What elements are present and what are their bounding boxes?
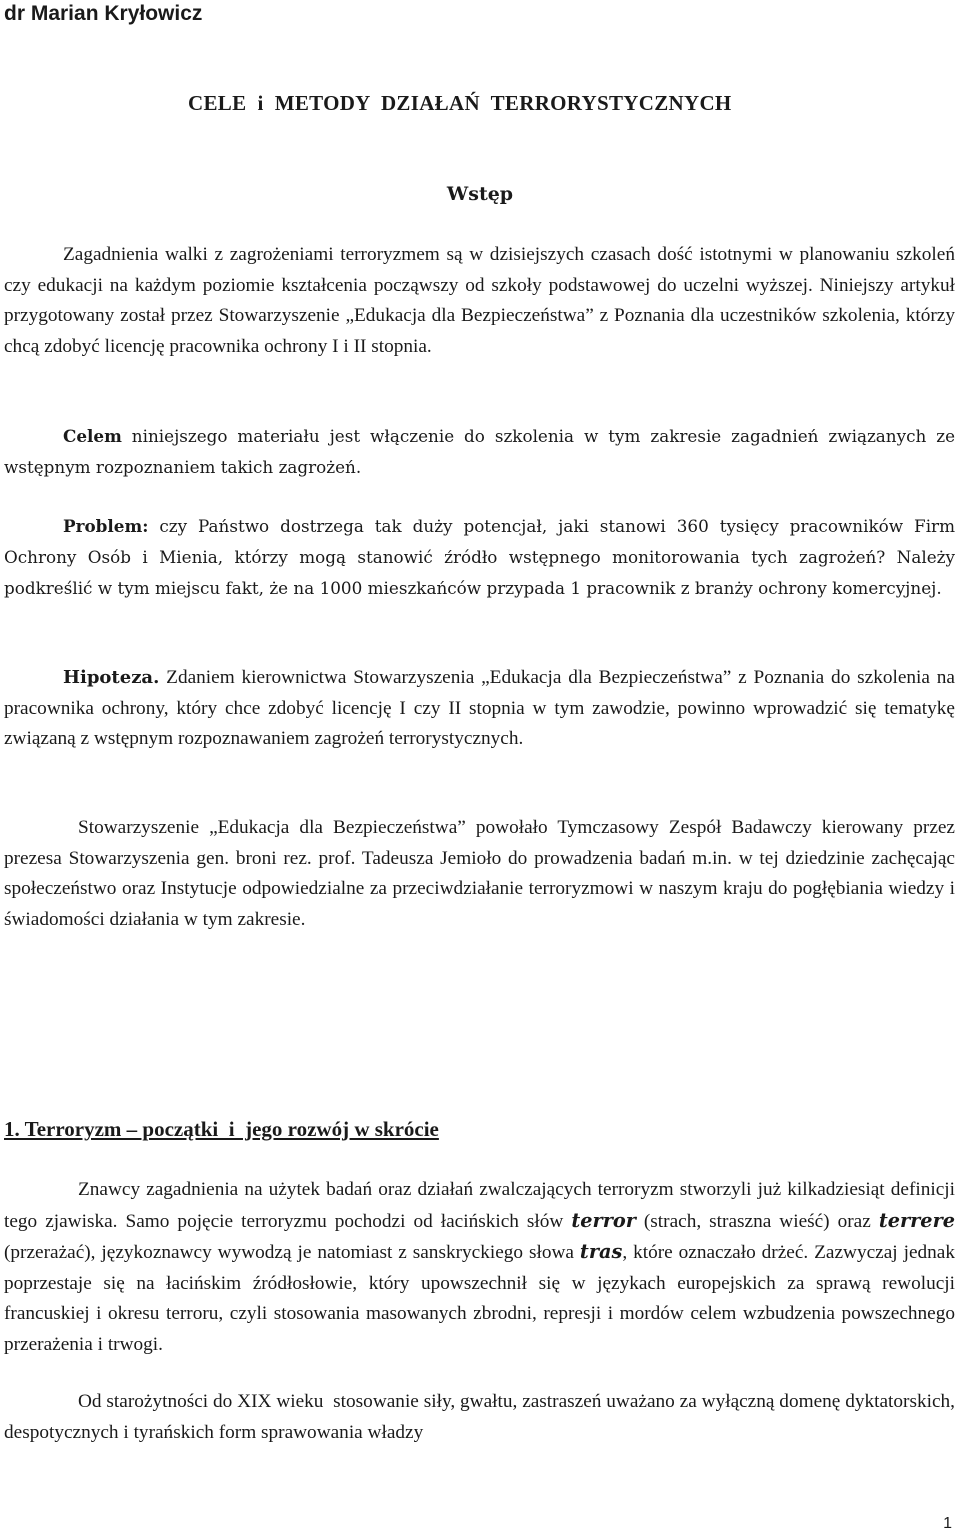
history-paragraph: Od starożytności do XIX wieku stosowanie siły, gwałtu, zastraszeń uważano za wyłączną domenę dyktatorskich, despotycznych i tyrańskich form sprawowania władzy — [4, 1391, 960, 1443]
page-number: 1 — [943, 1515, 952, 1532]
definitions-text-1: Znawcy zagadnienia na użytek badań oraz działań zwalczających terroryzm stworzyli już kilkadziesiąt definicji tego zjawiska. Samo pojęcie terroryzmu pochodzi od łacińskich słów — [4, 1179, 955, 1232]
term-terrere: terrere — [878, 1208, 955, 1232]
team-paragraph: Stowarzyszenie „Edukacja dla Bezpieczeństwa” powołało Tymczasowy Zespół Badawczy kierowany przez prezesa Stowarzyszenia gen. broni rez. prof. Tadeusza Jemioło do prowadzenia badań m.in. w tej dziedzinie zachęcając społeczeństwo oraz Instytucje odpowiedzialne za przeciwdziałanie terroryzmowi w naszym kraju do pogłębiania wiedzy i świadomości działania w tym zakresie. — [4, 817, 955, 930]
definitions-text-2: (strach, straszna wieść) oraz — [635, 1210, 879, 1232]
intro-heading: Wstęp — [446, 183, 514, 205]
problem-lead: Problem: — [63, 516, 149, 536]
author-name: dr Marian Kryłowicz — [4, 2, 203, 25]
goal-text: niniejszego materiału jest włączenie do szkolenia w tym zakresie zagadnień związanych ze wstępnym rozpoznaniem takich zagrożeń. — [4, 426, 955, 477]
problem-text: czy Państwo dostrzega tak duży potencjał, jaki stanowi 360 tysięcy pracowników Firm Ochrony Osób i Mienia, którzy mogą stanowić źródło wstępnego monitorowania tych zagrożeń? Należy podkreślić w tym miejscu fakt, że na 1000 mieszkańców przypada 1 pracownik z branży ochrony komercyjnej. — [4, 516, 955, 598]
intro-paragraph: Zagadnienia walki z zagrożeniami terroryzmem są w dzisiejszych czasach dość istotnymi w planowaniu szkoleń czy edukacji na każdym poziomie kształcenia począwszy od szkoły podstawowej do uczelni wyższej. Niniejszy artykuł przygotowany został przez Stowarzyszenie „Edukacja dla Bezpieczeństwa” z Poznania dla uczestników szkolenia, którzy chcą zdobyć licencję pracownika ochrony I i II stopnia. — [4, 244, 955, 357]
goal-paragraph — [4, 421, 955, 483]
term-tras: tras — [579, 1240, 623, 1263]
problem-paragraph — [4, 511, 955, 604]
hypothesis-lead: Hipoteza. — [63, 667, 160, 688]
term-terror: terror — [571, 1208, 636, 1232]
hypothesis-paragraph — [4, 663, 955, 755]
definitions-text-4: , które oznaczało drżeć. Zazwyczaj jednak poprzestaje się na łacińskim źródłosłowie, który upowszechnił się w językach europejskich za sprawą rewolucji francuskiej i okresu terroru, czyli stosowania masowanych zbrodni, represji i mordów celem wzbudzenia powszechnego przerażenia i trwogi. — [4, 1242, 955, 1355]
definitions-paragraph — [4, 1175, 955, 1360]
document-title: CELE i METODY DZIAŁAŃ TERRORYSTYCZNYCH — [188, 91, 732, 115]
definitions-text-3: (przerażać), językoznawcy wywodzą je natomiast z sanskryckiego słowa — [4, 1242, 580, 1263]
section-1-heading: 1. Terroryzm – początki i jego rozwój w skrócie — [4, 1117, 439, 1141]
hypothesis-text: Zdaniem kierownictwa Stowarzyszenia „Edukacja dla Bezpieczeństwa” z Poznania do szkolenia na pracownika ochrony, który chce zdobyć licencję I czy II stopnia w tym zawodzie, powinno wprowadzić się tematykę związaną z wstępnym rozpoznawaniem zagrożeń terrorystycznych. — [4, 667, 955, 749]
goal-lead: Celem — [63, 426, 122, 446]
